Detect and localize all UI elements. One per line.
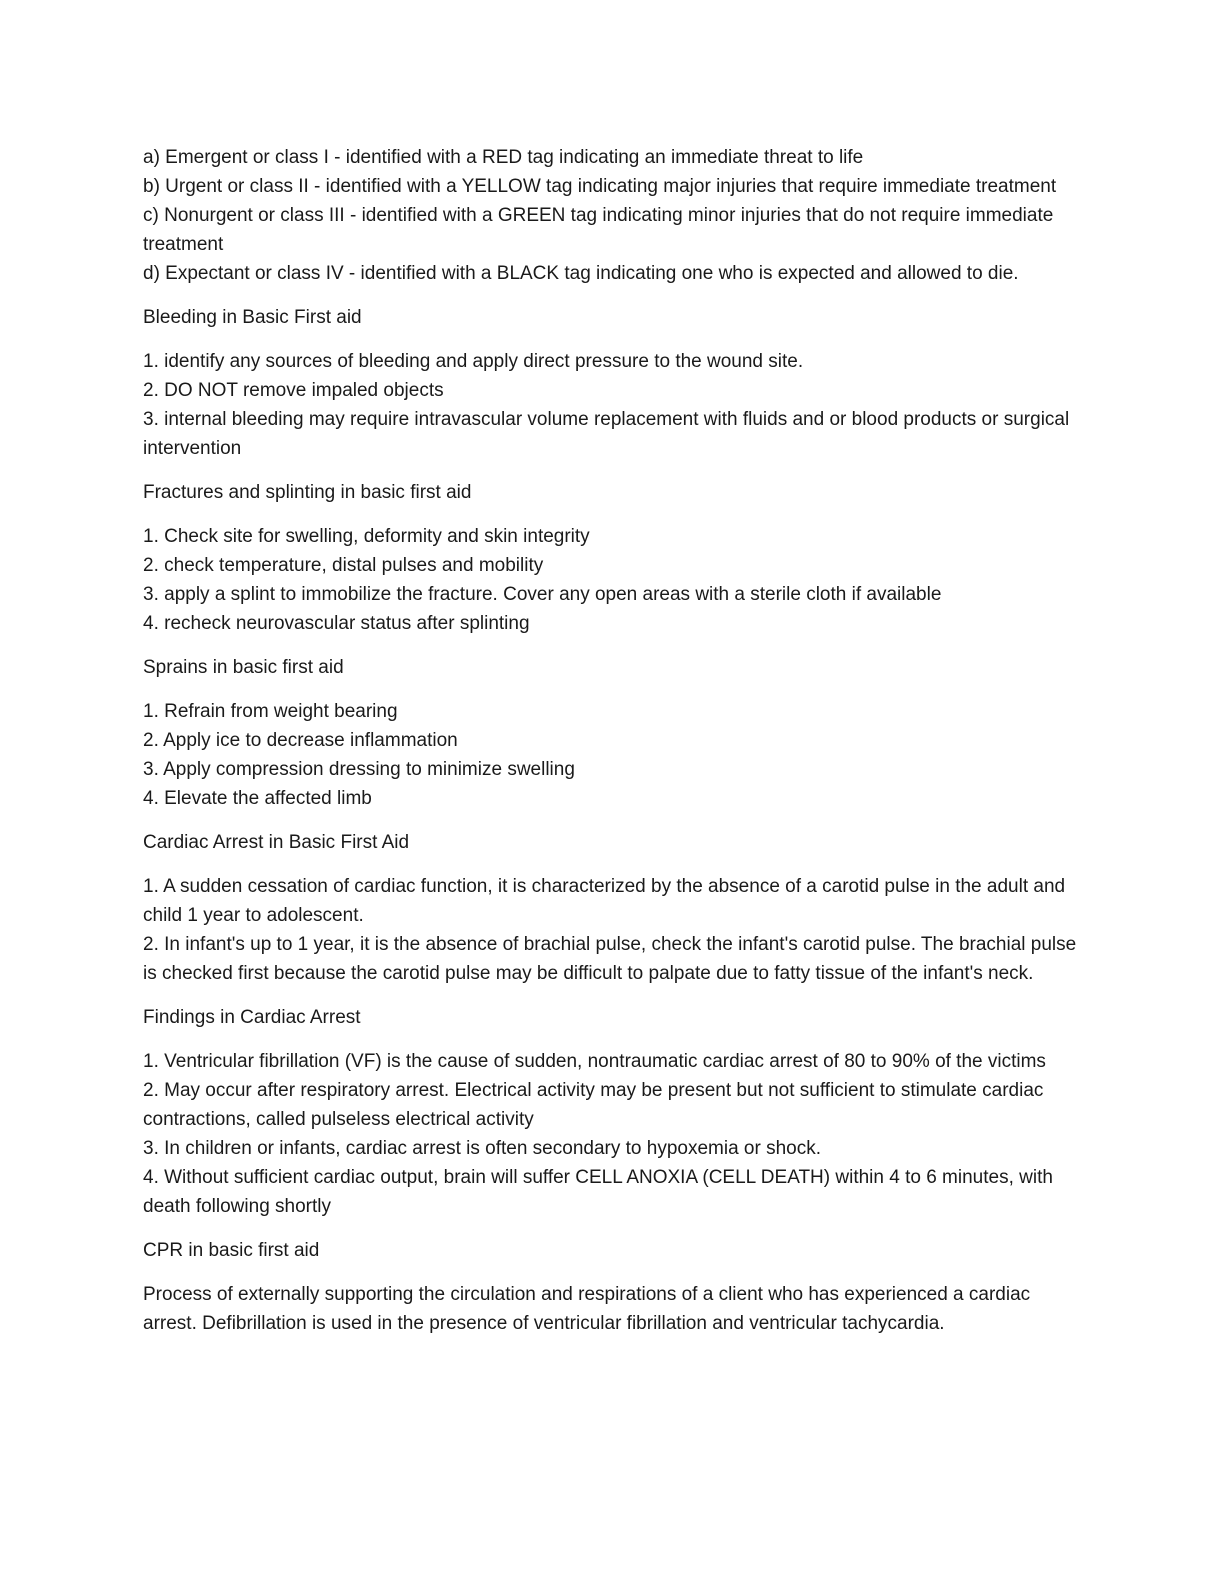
cpr-paragraph: Process of externally supporting the circulation and respirations of a client who has experienced a cardiac arrest. Defibrillation is used in the presence of ventricular fibrillation and ventricular tachycardia. — [143, 1284, 1031, 1334]
list-item: 2. In infant's up to 1 year, it is the absence of brachial pulse, check the infant's carotid pulse. The brachial pulse is checked first because the carotid pulse may be difficult to palpate due to fatty tissue of the infant's neck. — [143, 934, 1077, 984]
triage-list — [143, 143, 1083, 288]
findings-heading: Findings in Cardiac Arrest — [143, 1007, 361, 1028]
list-item: 4. Without sufficient cardiac output, brain will suffer CELL ANOXIA (CELL DEATH) within 4 to 6 minutes, with death following shortly — [143, 1167, 1053, 1217]
list-item: 1. identify any sources of bleeding and apply direct pressure to the wound site. — [143, 351, 804, 372]
list-item: 1. Refrain from weight bearing — [143, 701, 398, 722]
list-item: 3. In children or infants, cardiac arrest is often secondary to hypoxemia or shock. — [143, 1138, 821, 1159]
fractures-heading: Fractures and splinting in basic first aid — [143, 482, 472, 503]
list-item: 2. Apply ice to decrease inflammation — [143, 730, 458, 751]
list-item: 1. Check site for swelling, deformity and skin integrity — [143, 526, 590, 547]
list-item: 1. A sudden cessation of cardiac function, it is characterized by the absence of a carotid pulse in the adult and child 1 year to adolescent. — [143, 876, 1066, 926]
document-page — [143, 143, 1083, 1353]
list-item: 3. apply a splint to immobilize the fracture. Cover any open areas with a sterile cloth if available — [143, 584, 942, 605]
list-item: 2. check temperature, distal pulses and mobility — [143, 555, 544, 576]
fractures-list — [143, 522, 1083, 638]
list-item: 1. Ventricular fibrillation (VF) is the cause of sudden, nontraumatic cardiac arrest of 80 to 90% of the victims — [143, 1051, 1046, 1072]
list-item: 3. Apply compression dressing to minimize swelling — [143, 759, 575, 780]
list-item: 3. internal bleeding may require intravascular volume replacement with fluids and or blood products or surgical intervention — [143, 409, 1070, 459]
sprains-heading: Sprains in basic first aid — [143, 657, 344, 678]
cardiac-arrest-heading: Cardiac Arrest in Basic First Aid — [143, 832, 410, 853]
list-item: 4. recheck neurovascular status after splinting — [143, 613, 530, 634]
cpr-heading: CPR in basic first aid — [143, 1240, 320, 1261]
bleeding-heading: Bleeding in Basic First aid — [143, 307, 362, 328]
triage-item-green: c) Nonurgent or class III - identified with a GREEN tag indicating minor injuries that do not require immediate treatment — [143, 205, 1054, 255]
list-item: 2. DO NOT remove impaled objects — [143, 380, 444, 401]
triage-item-red: a) Emergent or class I - identified with a RED tag indicating an immediate threat to life — [143, 147, 864, 168]
sprains-list — [143, 697, 1083, 813]
list-item: 2. May occur after respiratory arrest. Electrical activity may be present but not sufficient to stimulate cardiac contractions, called pulseless electrical activity — [143, 1080, 1044, 1130]
findings-list — [143, 1047, 1083, 1221]
triage-item-black: d) Expectant or class IV - identified with a BLACK tag indicating one who is expected and allowed to die. — [143, 263, 1019, 284]
cardiac-arrest-list — [143, 872, 1083, 988]
triage-item-yellow: b) Urgent or class II - identified with a YELLOW tag indicating major injuries that require immediate treatment — [143, 176, 1057, 197]
list-item: 4. Elevate the affected limb — [143, 788, 372, 809]
bleeding-list — [143, 347, 1083, 463]
